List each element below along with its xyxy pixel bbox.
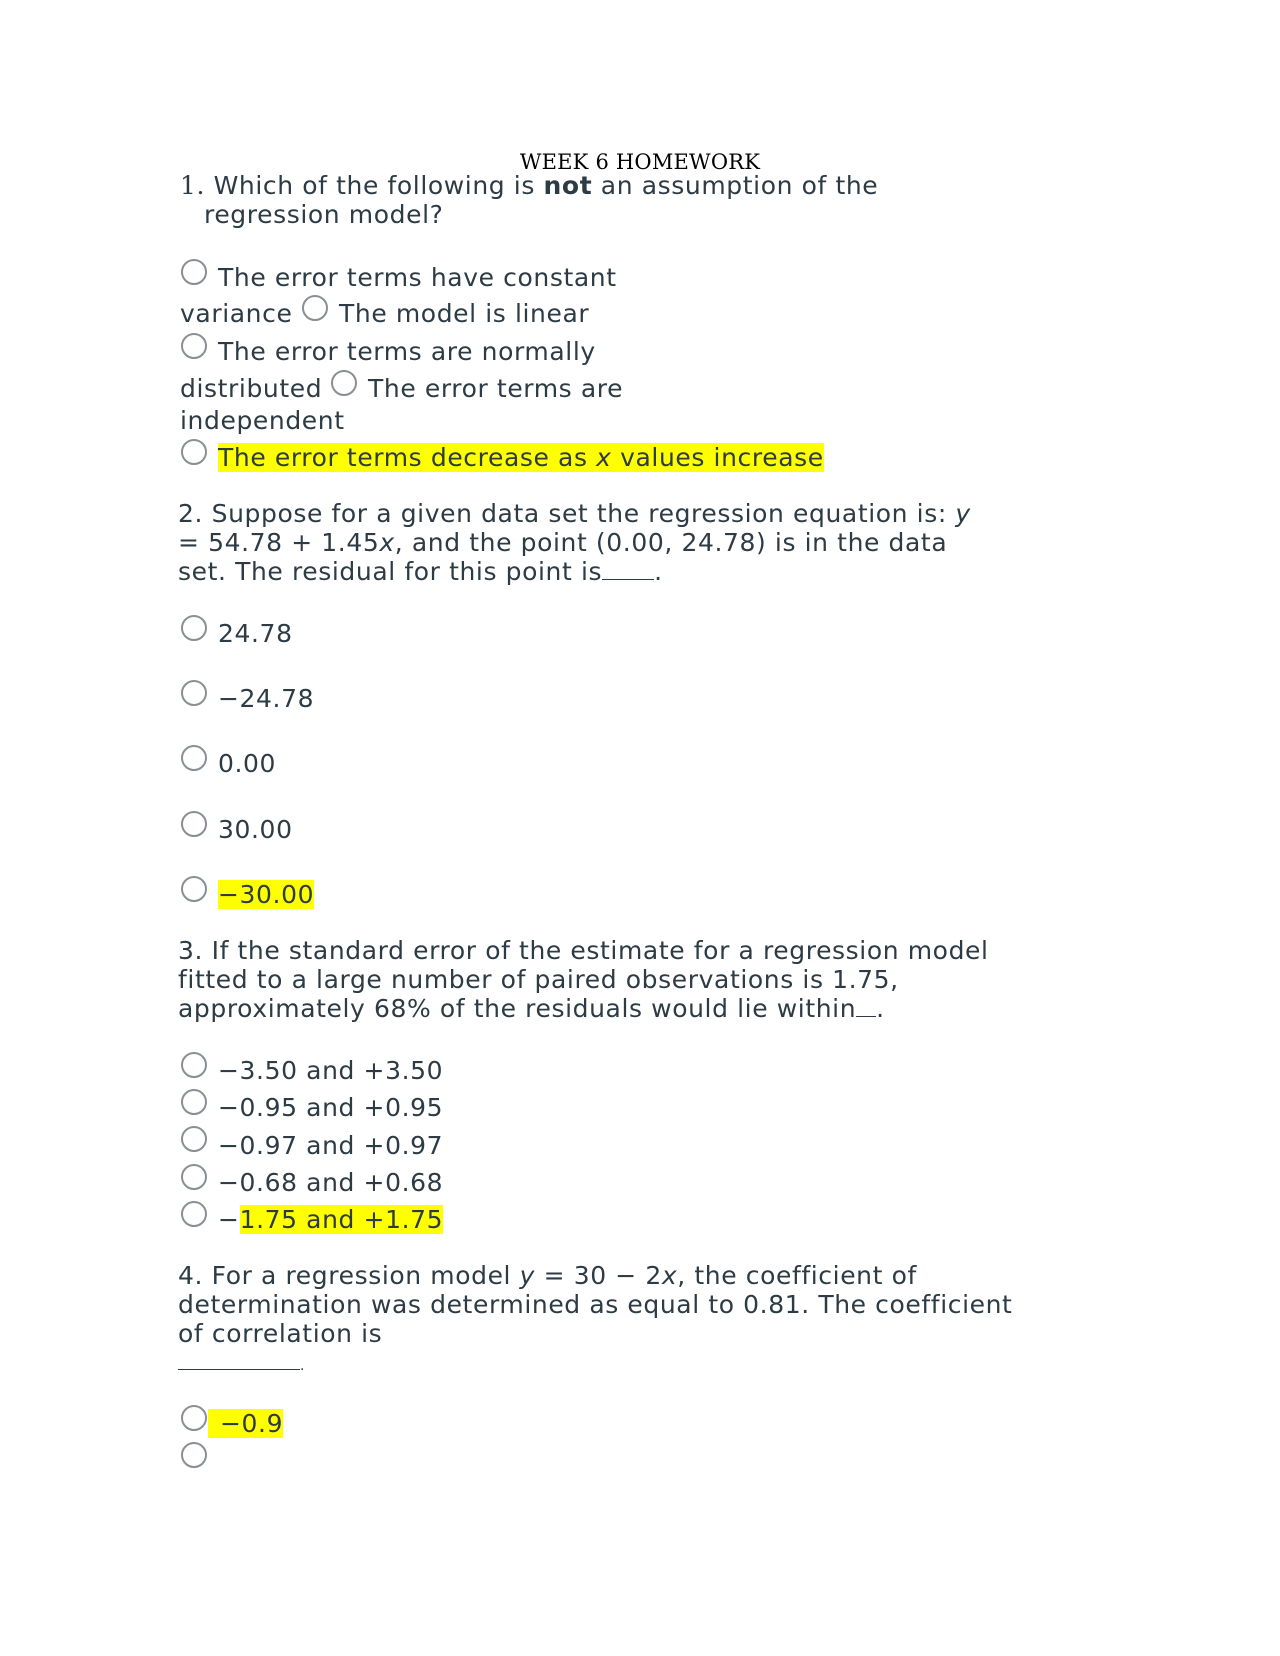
radio-q2-opt3[interactable] [181,745,207,771]
option-label: The error terms are normally [218,337,596,366]
radio-q1-opt2[interactable] [302,295,328,321]
option-label: variance [180,299,293,328]
radio-q2-opt4[interactable] [181,811,207,837]
radio-q3-opt5[interactable] [181,1201,207,1227]
radio-q4-opt2[interactable] [181,1442,207,1468]
question-4-blank-line: . [178,1347,305,1381]
question-number: 1. [180,171,206,200]
radio-q3-opt3[interactable] [181,1126,207,1152]
answer-blank [602,579,654,580]
option-label: −24.78 [218,684,315,713]
radio-q2-opt1[interactable] [181,615,207,641]
option-label: independent [180,406,345,435]
option-label: −3.50 and +3.50 [218,1056,444,1085]
option-label-highlighted: The error terms decrease as x values increase [218,443,824,472]
answer-blank [856,1016,876,1017]
answer-blank [178,1369,300,1370]
option-label: 30.00 [218,815,293,844]
option-label: 0.00 [218,749,277,778]
option-label: The model is linear [339,299,590,328]
question-4: 4. For a regression model y = 30 − 2x, the coefficient of determination was determined as equal to 0.81. The coefficient of correlation is [178,1261,1013,1348]
radio-q4-opt1[interactable] [181,1405,207,1431]
emphasis-not: not [543,171,593,200]
question-1: 1. Which of the following is not an assumption of the regression model? [180,171,879,229]
page-title: WEEK 6 HOMEWORK [519,150,761,174]
option-label: 24.78 [218,619,293,648]
question-2: 2. Suppose for a given data set the regression equation is: y = 54.78 + 1.45x, and the point (0.00, 24.78) is in the data set. The residual for this point is . [178,499,971,586]
radio-q3-opt1[interactable] [181,1052,207,1078]
option-label-highlighted: −0.9 [208,1409,283,1438]
radio-q2-opt2[interactable] [181,680,207,706]
option-label: −0.95 and +0.95 [218,1093,444,1122]
radio-q2-opt5[interactable] [181,876,207,902]
radio-q1-opt3[interactable] [181,333,207,359]
radio-q1-opt1[interactable] [181,259,207,285]
radio-q1-opt4[interactable] [331,370,357,396]
option-label: distributed [180,374,323,403]
radio-q1-opt5[interactable] [181,439,207,465]
option-label: The error terms have constant [218,263,617,292]
option-label-highlighted: −1.75 and +1.75 [218,1205,444,1234]
question-3: 3. If the standard error of the estimate for a regression model fitted to a large number of paired observations is 1.75, approximately 68% of the residuals would lie within . [178,936,989,1023]
option-label: −0.68 and +0.68 [218,1168,444,1197]
radio-q3-opt2[interactable] [181,1089,207,1115]
option-label: The error terms are [368,374,624,403]
option-label-highlighted: −30.00 [218,880,315,909]
radio-q3-opt4[interactable] [181,1164,207,1190]
option-label: −0.97 and +0.97 [218,1131,444,1160]
